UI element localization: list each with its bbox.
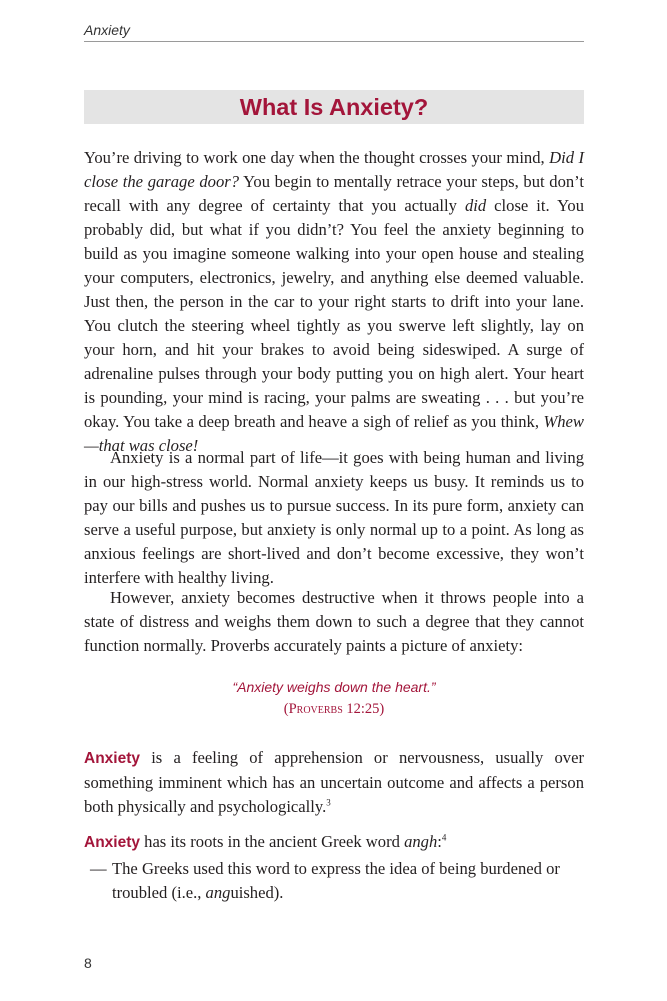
paragraph-text: You’re driving to work one day when the thought crosses your mind, — [84, 148, 550, 167]
paragraph-italic: Did I close the garage door? — [84, 148, 584, 191]
quote-reference: (Proverbs 12:25) — [283, 701, 385, 717]
paragraph-italic: Whew—that was close! — [84, 412, 584, 455]
paragraph-text: However, anxiety becomes destructive when it throws people into a state of distress and weighs them down to such a degree that they cannot function normally. Proverbs accurately paints a picture of anxiety: — [84, 588, 584, 655]
etymology-word: angh — [404, 832, 438, 851]
footnote-marker: 3 — [326, 797, 331, 808]
quote-text: “Anxiety weighs down the heart.” — [232, 679, 436, 695]
etymology-bullet — [90, 857, 584, 905]
paragraph-text: You begin to mentally retrace your steps, but don’t recall with any degree of certainty that you actually — [84, 172, 584, 215]
header-divider — [84, 41, 584, 42]
paragraph-text: close it. You probably did, but what if you didn’t? You feel the anxiety beginning to build as you imagine someone walking into your open house and stealing your computers, electronics, jewelry, and anything else deemed valuable. Just then, the person in the car to your right starts to drift into your lane. You clutch the steering wheel tightly as you swerve left slightly, lay on your horn, and hit your brakes to avoid being sideswiped. A surge of adrenaline pulses through your body putting you on high alert. Your heart is pounding, your mind is racing, your palms are sweating . . . but you’re okay. You take a deep breath and heave a sigh of relief as you think, — [84, 196, 585, 431]
running-head-title: Anxiety — [84, 22, 130, 38]
section-title: What Is Anxiety? — [239, 94, 429, 120]
page-number: 8 — [84, 955, 92, 971]
footnote-marker: 4 — [441, 832, 447, 843]
definition-term: Anxiety — [84, 750, 140, 767]
bullet-text-part: The Greeks used this word to express the idea of being burdened or troubled (i.e., — [112, 859, 560, 902]
etymology-colon: : — [437, 832, 442, 851]
etymology-text: has its roots in the ancient Greek word — [140, 832, 405, 851]
paragraph-text: Anxiety is a normal part of life—it goes with being human and living in our high-stress world. Normal anxiety keeps us busy. It reminds us to pay our bills and pushes us to pursue success. In its pure form, anxiety can serve a useful purpose, but anxiety is only normal up to a point. As long as anxious feelings are short-lived and don’t become excessive, they won’t interfere with healthy living. — [84, 448, 584, 587]
section-title-bar — [84, 90, 584, 124]
bullet-text — [112, 857, 584, 905]
bullet-italic: ang — [205, 883, 231, 902]
etymology-term: Anxiety — [84, 834, 140, 851]
paragraph-destructive-anxiety — [84, 586, 584, 658]
dash-bullet: — — [90, 859, 107, 878]
bullet-text-part: uished). — [230, 883, 284, 902]
paragraph-driving-scenario — [84, 146, 584, 458]
etymology-paragraph — [84, 830, 584, 855]
scripture-quote — [84, 676, 584, 720]
definition-paragraph — [84, 746, 584, 819]
paragraph-italic: did — [464, 196, 487, 215]
paragraph-normal-anxiety — [84, 446, 584, 590]
definition-text: is a feeling of apprehension or nervousness, usually over something imminent which has an uncertain outcome and affects a person both physically and psychologically. — [84, 748, 584, 816]
